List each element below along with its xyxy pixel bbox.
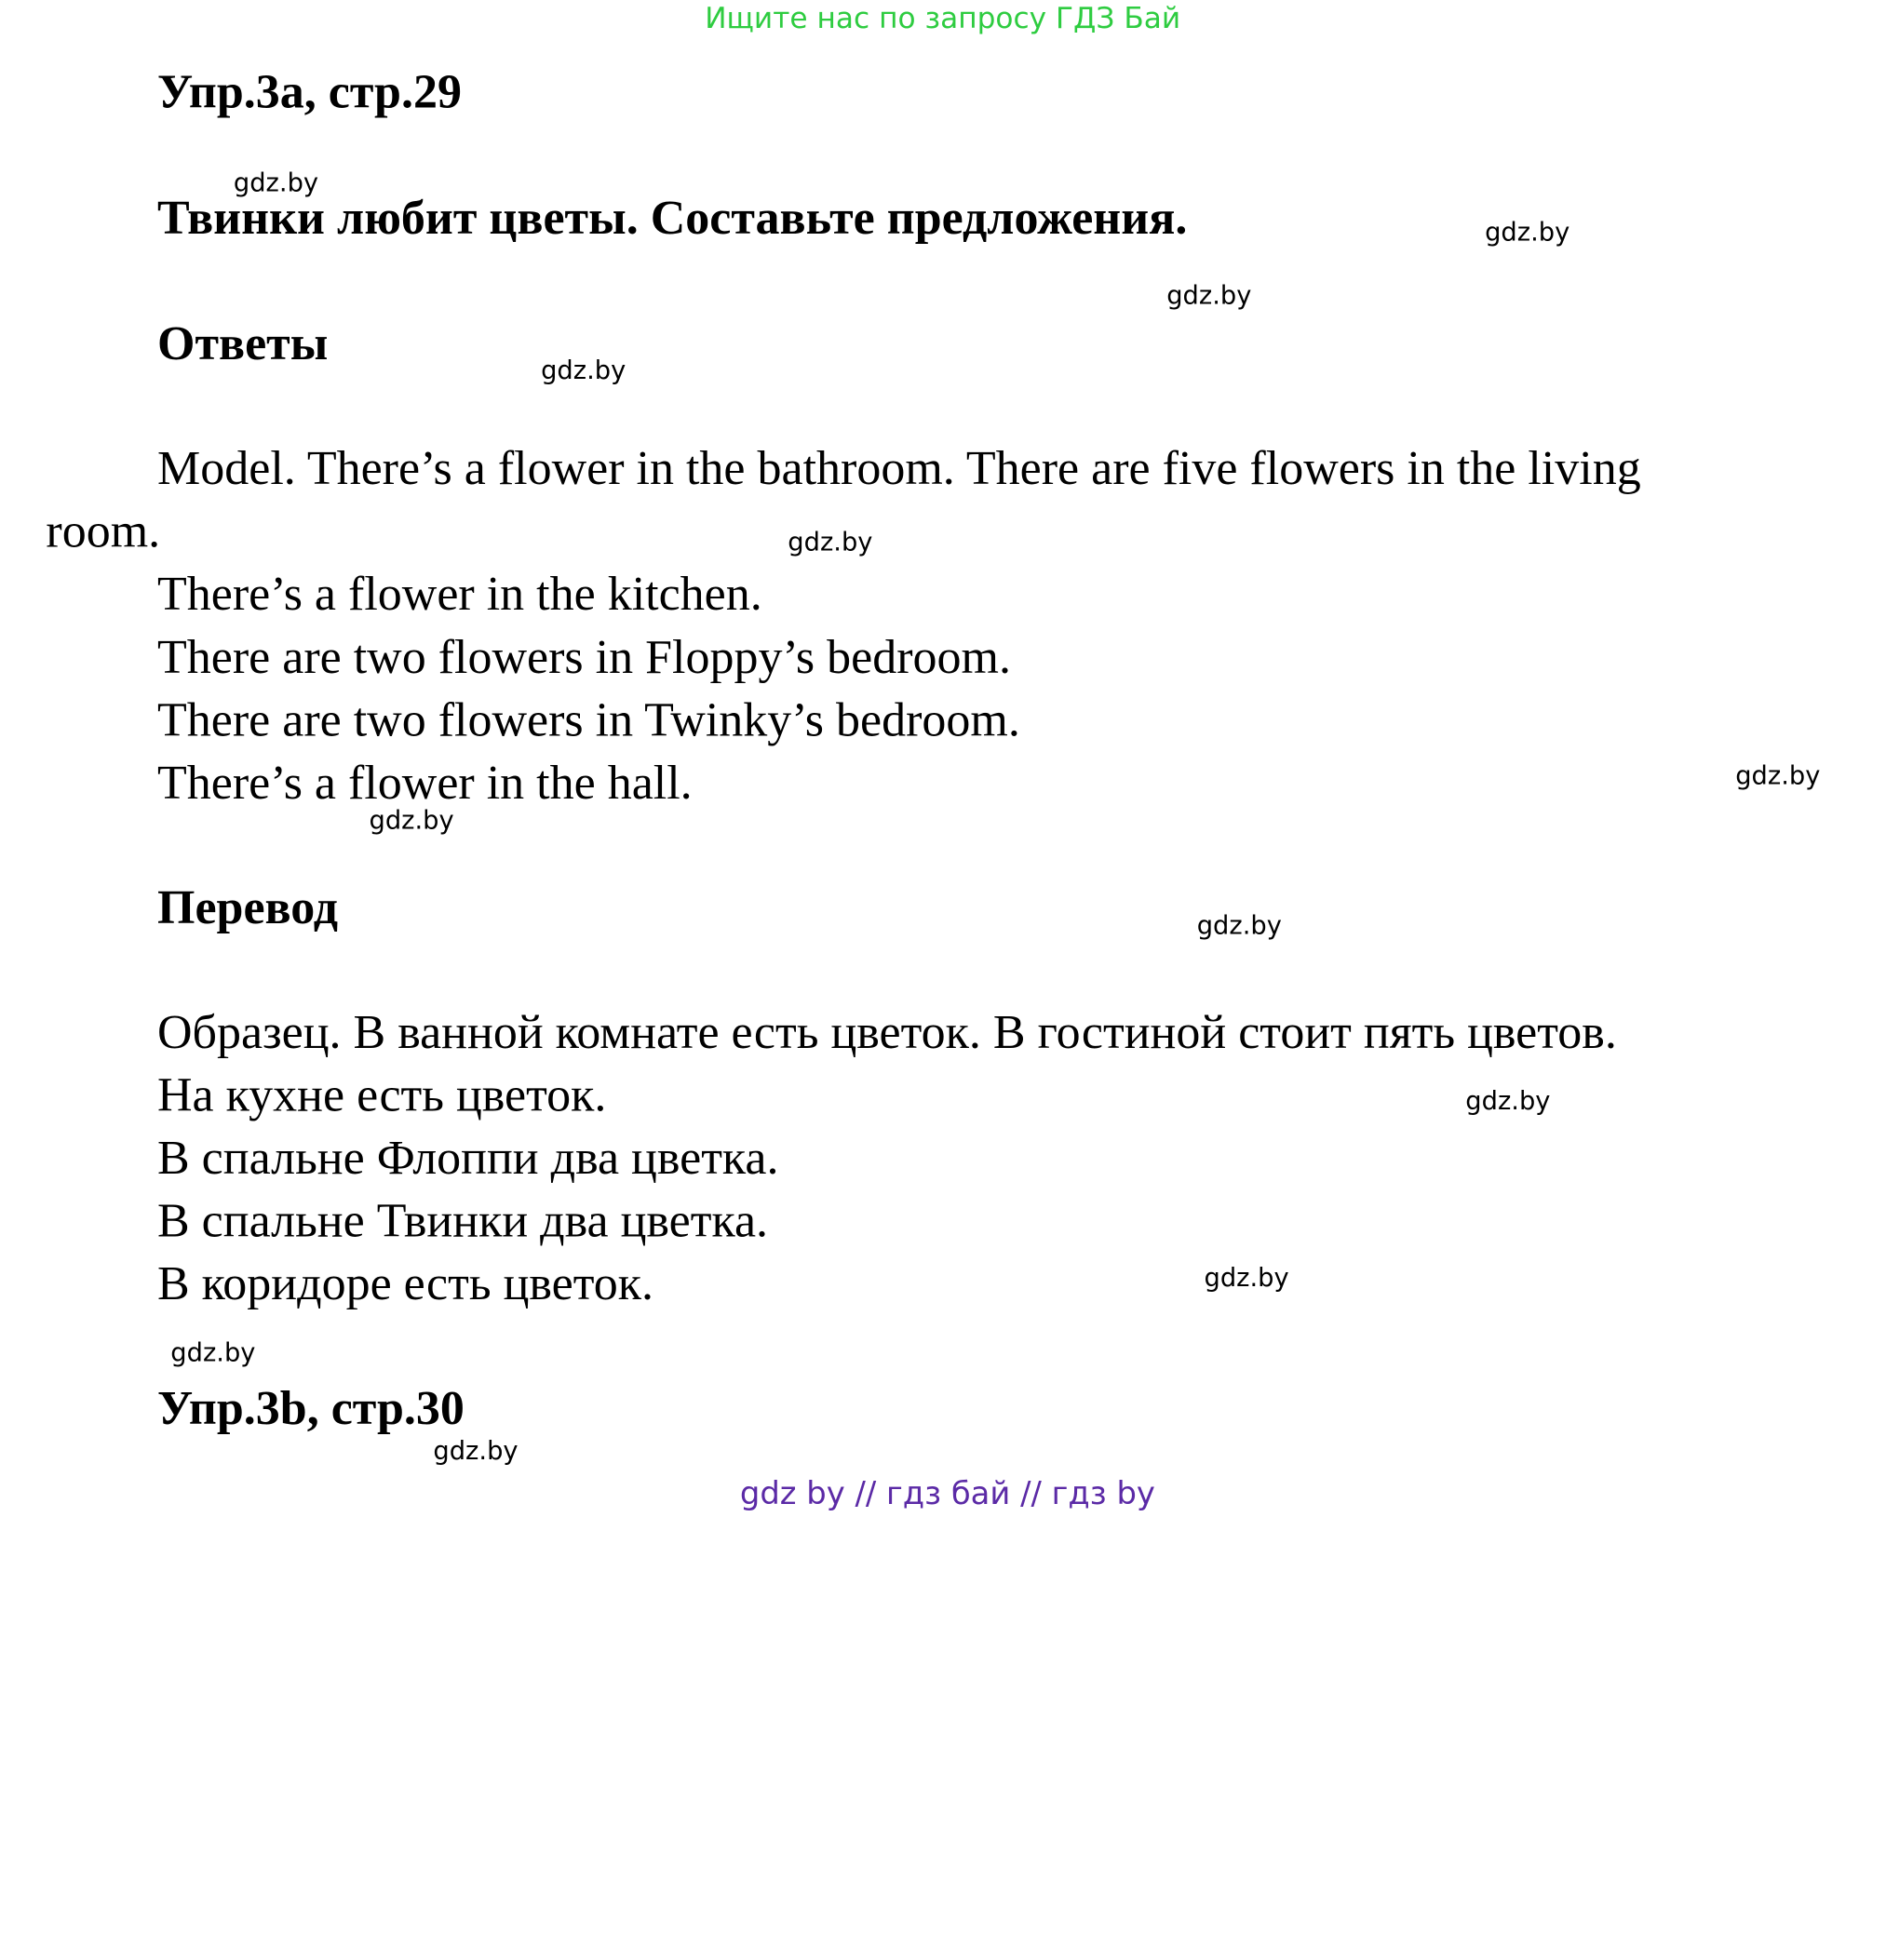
- watermark-text: gdz.by: [1485, 217, 1570, 248]
- watermark-text: gdz.by: [433, 1436, 519, 1466]
- answer-line: There are two flowers in Floppy’s bedroom.: [157, 629, 1012, 684]
- translation-heading: Перевод: [157, 879, 339, 934]
- watermark-text: gdz.by: [1204, 1263, 1289, 1293]
- watermark-text: gdz.by: [170, 1337, 256, 1367]
- watermark-text: gdz.by: [369, 805, 454, 835]
- translation-line: В коридоре есть цветок.: [157, 1255, 654, 1310]
- task-title: Твинки любит цветы. Составьте предложения.: [157, 190, 1188, 245]
- translation-line: На кухне есть цветок.: [157, 1067, 607, 1122]
- answer-line: There are two flowers in Twinky’s bedroom.: [157, 691, 1020, 747]
- watermark-text: gdz.by: [1465, 1086, 1551, 1116]
- watermark-text: gdz.by: [541, 356, 626, 385]
- model-sentence-line-2: room.: [46, 503, 161, 558]
- watermark-text: gdz.by: [1735, 760, 1821, 790]
- translation-line: В спальне Флоппи два цветка.: [157, 1130, 779, 1185]
- answers-heading: Ответы: [157, 315, 329, 370]
- watermark-text: gdz.by: [233, 168, 319, 197]
- watermark-text: gdz.by: [788, 527, 873, 557]
- next-exercise-heading: Упр.3b, стр.30: [157, 1380, 465, 1435]
- footer-watermark: gdz by // гдз бай // гдз by: [739, 1476, 1155, 1512]
- translation-line: Образец. В ванной комнате есть цветок. В гостиной стоит пять цветов.: [157, 1004, 1617, 1059]
- model-sentence-line-1: Model. There’s a flower in the bathroom. There are five flowers in the living: [157, 440, 1641, 495]
- answer-line: There’s a flower in the kitchen.: [157, 566, 762, 621]
- watermark-text: gdz.by: [1166, 280, 1252, 310]
- translation-line: В спальне Твинки два цветка.: [157, 1192, 769, 1248]
- watermark-text: gdz.by: [1196, 910, 1282, 941]
- answer-line: There’s a flower in the hall.: [157, 755, 693, 810]
- search-banner: Ищите нас по запросу ГДЗ Бай: [705, 1, 1181, 35]
- exercise-heading: Упр.3a, стр.29: [157, 63, 462, 119]
